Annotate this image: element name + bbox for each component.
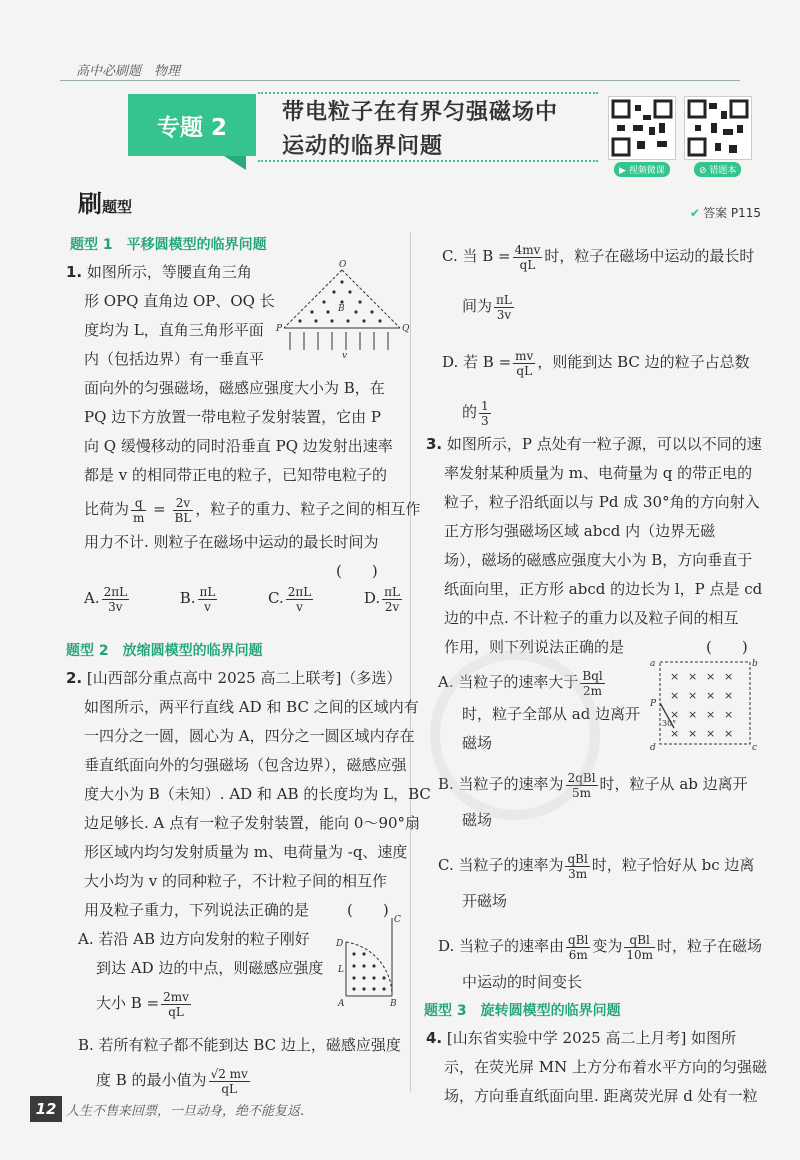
frac-denominator: v — [296, 599, 303, 614]
svg-text:×: × — [706, 689, 716, 702]
option-frac — [102, 585, 130, 614]
q2-line: 如图所示，两平行直线 AD 和 BC 之间的区域内有 — [84, 698, 419, 716]
option-letter: B. — [179, 589, 196, 607]
frac-numerator: 4mv — [514, 242, 541, 257]
q1-ratio-suffix: ，粒子的重力、粒子之间的相互作 — [195, 500, 421, 518]
qr-video-text: 视频微课 — [628, 166, 665, 176]
label-a: A — [338, 999, 345, 1009]
section-heading-small: 题型 — [102, 198, 133, 216]
q2-option-a-prefix: 大小 B = — [96, 994, 160, 1012]
label-c: c — [752, 743, 758, 753]
svg-text:×: × — [724, 727, 734, 740]
q1-ratio-frac-value — [173, 496, 194, 525]
q3-option-a-line2: 时，粒子全部从 ad 边离开 — [462, 705, 641, 723]
frac-denominator: 3v — [496, 307, 512, 322]
q2-option-c-time-frac — [494, 293, 514, 322]
title-dotted-top — [258, 92, 598, 94]
svg-text:×: × — [724, 708, 734, 721]
q3-number: 3. — [426, 435, 443, 453]
frac-numerator: 2qBl — [567, 770, 596, 785]
frac-denominator: 2v — [384, 599, 400, 614]
q3-option-c-suffix: 时，粒子恰好从 bc 边离 — [591, 856, 755, 874]
svg-text:×: × — [670, 708, 680, 721]
frac-denominator: 3v — [108, 599, 123, 614]
q2-option-c-suffix: 时，粒子在磁场中运动的最长时 — [544, 247, 755, 265]
q3-option-a-line3: 磁场 — [462, 734, 493, 752]
q3-option-d-line1[interactable] — [438, 924, 762, 968]
q3-option-a-prefix: A. 当粒子的速率大于 — [438, 673, 579, 691]
frac-numerator: q — [131, 496, 146, 511]
frac-denominator: qL — [516, 363, 533, 378]
q3-option-b-prefix: B. 当粒子的速率为 — [438, 775, 564, 793]
q1-number: 1. — [66, 263, 83, 281]
cross-marks — [670, 670, 733, 740]
label-p: P — [276, 324, 283, 334]
q3-option-c-prefix: C. 当粒子的速率为 — [438, 856, 564, 874]
q2-answer-blank: ( ) — [347, 901, 389, 919]
q1-option-a[interactable] — [84, 584, 131, 614]
option-frac — [286, 585, 314, 614]
svg-text:×: × — [670, 689, 680, 702]
frac-numerator: 1 — [481, 398, 489, 413]
frac-denominator: 10m — [626, 947, 654, 962]
frac-numerator: qBl — [568, 932, 589, 947]
frac-numerator: mv — [515, 348, 534, 363]
frac-numerator: qBl — [567, 851, 588, 866]
label-d: d — [650, 743, 656, 753]
frac-denominator: m — [133, 510, 145, 525]
svg-text:×: × — [706, 670, 716, 683]
q1-option-d[interactable] — [364, 584, 404, 614]
q3-square-figure — [648, 656, 760, 752]
q2-option-b-prefix: 度 B 的最小值为 — [96, 1071, 207, 1089]
answer-reference-text: 答案 P115 — [703, 206, 762, 220]
option-letter: A. — [84, 589, 100, 607]
q1-line: 向 Q 缓慢移动的同时沿垂直 PQ 边发射出速率 — [84, 437, 393, 455]
option-letter: D. — [363, 589, 381, 607]
q2-option-b-line2 — [66, 1060, 431, 1100]
q1-option-c[interactable] — [268, 584, 315, 614]
option-letter: C. — [268, 589, 284, 607]
frac-numerator: πL — [384, 584, 400, 599]
header-rule — [60, 80, 740, 81]
q1-line: PQ 边下方放置一带电粒子发射装置，它由 P — [84, 408, 382, 426]
q2-option-d-tail: 的 — [462, 403, 478, 421]
type2-title: 题型 2 放缩圆模型的临界问题 — [66, 643, 263, 659]
q2-line: 大小均为 v 的同种粒子，不计粒子间的相互作 — [84, 872, 388, 890]
q2-line: 度大小为 B（未知）. AD 和 AB 的长度均为 L，BC — [84, 785, 431, 803]
velocity-arrows — [290, 332, 388, 350]
qr-video-label[interactable]: ▶ 视频微课 — [614, 162, 670, 177]
q1-answer-blank: ( ) — [336, 562, 378, 580]
option-frac — [198, 585, 218, 614]
running-header: 高中必刷题 物理 — [76, 64, 181, 79]
frac-numerator: Bql — [582, 668, 603, 683]
q3-option-c-line1[interactable] — [438, 843, 762, 887]
frac-denominator: 2m — [583, 683, 603, 698]
topic-title — [282, 96, 558, 164]
q2-option-d-line1[interactable] — [442, 340, 754, 384]
svg-text:×: × — [688, 689, 698, 702]
frac-denominator: 3m — [568, 866, 588, 881]
frac-numerator: √2 mv — [210, 1066, 248, 1081]
q3-line: 纸面向里，正方形 abcd 的边长为 l，P 点是 cd — [444, 580, 763, 598]
q3-line: 率发射某种质量为 m、电荷量为 q 的带正电的 — [444, 464, 753, 482]
q1-line: 用力不计. 则粒子在磁场中运动的最长时间为 — [84, 533, 379, 551]
q3-answer-blank: ( ) — [706, 638, 748, 656]
frac-denominator: qL — [168, 1004, 184, 1019]
topic-label-fold — [224, 156, 246, 170]
q3-option-c-line2: 开磁场 — [462, 892, 508, 910]
frac-denominator: 5m — [572, 785, 592, 800]
qr-video-code[interactable] — [608, 96, 676, 160]
topic-title-line2: 运动的临界问题 — [282, 134, 444, 159]
q3-option-d-frac-start — [566, 933, 590, 962]
q1-options — [84, 584, 404, 614]
q1-triangle-figure — [276, 258, 408, 362]
q1-ratio-prefix: 比荷为 — [84, 500, 130, 518]
q2-line: 一四分之一圆，圆心为 A，四分之一圆区域内存在 — [84, 727, 415, 745]
svg-text:×: × — [706, 708, 716, 721]
q1-ratio-equals: = — [148, 500, 171, 518]
triangle-edge-oq — [342, 270, 400, 328]
q2-option-d-fraction — [479, 399, 491, 428]
q4-line: 场，方向垂直纸面向里. 距离荧光屏 d 处有一粒 — [444, 1087, 758, 1105]
label-p: P — [650, 699, 657, 709]
label-b: b — [752, 659, 758, 669]
q2-line: 用及粒子重力，下列说法正确的是 — [84, 901, 310, 919]
q3-option-d-suffix: 时，粒子在磁场 — [657, 937, 763, 955]
triangle-edge-op — [284, 270, 342, 328]
check-icon: ✔ — [690, 206, 701, 220]
section-heading-big: 刷 — [78, 190, 102, 218]
q4-text — [426, 1024, 767, 1111]
label-l: L — [338, 965, 344, 975]
label-o: O — [339, 260, 347, 270]
q1-ratio-line — [66, 490, 420, 528]
frac-numerator: 2πL — [287, 584, 312, 599]
page-number: 12 — [30, 1096, 62, 1122]
q4-line: [山东省实验中学 2025 高二上月考] 如图所 — [446, 1029, 737, 1047]
frac-numerator: qBl — [624, 933, 655, 948]
q2-option-a-line2: 到达 AD 边的中点，则磁感应强度 — [96, 959, 324, 977]
q3-option-b-line2: 磁场 — [462, 811, 493, 829]
q3-option-d-line2: 中运动的时间变长 — [462, 973, 583, 991]
q1-line: 都是 v 的相同带正电的粒子，已知带电粒子的 — [84, 466, 388, 484]
q2-option-c-line1[interactable] — [442, 234, 754, 278]
qr-pattern-icon — [685, 97, 751, 159]
frac-numerator: πL — [496, 292, 512, 307]
q2-option-c-frac — [513, 243, 543, 272]
frac-numerator: πL — [199, 584, 216, 599]
svg-text:×: × — [706, 727, 716, 740]
type1-title: 题型 1 平移圆模型的临界问题 — [70, 237, 267, 253]
q3-option-b-suffix: 时，粒子从 ab 边离开 — [599, 775, 748, 793]
svg-text:×: × — [688, 708, 698, 721]
field-dots — [298, 280, 381, 322]
q2-line: [山西部分重点高中 2025 高二上联考]（多选） — [86, 669, 402, 687]
label-angle: 30° — [662, 719, 677, 728]
label-b: B — [338, 304, 345, 314]
q1-line: 面向外的匀强磁场，磁感应强度大小为 B，在 — [84, 379, 385, 397]
q2-option-a-line1[interactable]: A. 若沿 AB 边方向发射的粒子刚好 — [78, 930, 310, 948]
svg-text:×: × — [670, 727, 680, 740]
q2-option-d-prefix: D. 若 B = — [442, 353, 512, 371]
label-c: C — [394, 915, 401, 925]
q4-line: 示，在荧光屏 MN 上方分布着水平方向的匀强磁 — [444, 1058, 768, 1076]
q1-line: 度均为 L，直角三角形平面 — [84, 321, 264, 339]
label-v: v — [342, 351, 348, 361]
svg-text:×: × — [724, 670, 734, 683]
label-q: Q — [402, 324, 410, 334]
footer-motto: 人生不售来回票，一旦动身，绝不能复返. — [66, 1104, 305, 1119]
field-dots — [352, 952, 385, 990]
frac-numerator: 2mv — [163, 989, 189, 1004]
svg-text:×: × — [688, 670, 698, 683]
q3-line: 粒子，粒子沿纸面以与 Pd 成 30°角的方向射入 — [444, 493, 760, 511]
q2-option-b-line1[interactable]: B. 若所有粒子都不能到达 BC 边上，磁感应强度 — [78, 1036, 401, 1054]
q3-line: 正方形匀强磁场区域 abcd 内（边界无磁 — [444, 522, 716, 540]
q3-line: 如图所示，P 点处有一粒子源，可以以不同的速 — [446, 435, 762, 453]
svg-text:×: × — [670, 670, 680, 683]
type3-title: 题型 3 旋转圆模型的临界问题 — [424, 1003, 621, 1019]
label-b: B — [390, 999, 397, 1009]
qr-mistakes-text: 错题本 — [709, 166, 737, 176]
q2-line: 垂直纸面向外的匀强磁场（包含边界），磁感应强 — [84, 756, 407, 774]
topic-label: 专题 2 — [128, 94, 256, 156]
qr-mistakes-code[interactable] — [684, 96, 752, 160]
q2-option-b-frac — [209, 1067, 250, 1096]
q1-ratio-frac-qm — [131, 496, 146, 525]
q3-option-d-mid: 变为 — [592, 937, 623, 955]
label-d: D — [336, 939, 344, 949]
section-heading — [78, 184, 132, 219]
qr-pattern-icon — [609, 97, 675, 159]
q3-line: 边的中点. 不计粒子的重力以及粒子间的相互 — [444, 609, 739, 627]
q2-option-c-time-prefix: 间为 — [462, 297, 493, 315]
frac-denominator: BL — [174, 510, 192, 525]
option-frac — [382, 585, 402, 614]
q1-option-b[interactable] — [180, 584, 220, 614]
frac-denominator: qL — [221, 1081, 238, 1096]
q1-line: 内（包括边界）有一垂直平 — [84, 350, 265, 368]
frac-denominator: v — [204, 599, 211, 614]
q4-number: 4. — [426, 1029, 443, 1047]
q3-line: 作用，则下列说法正确的是 — [444, 638, 625, 656]
label-a: a — [650, 659, 656, 669]
q3-option-c-frac — [565, 852, 589, 881]
q3-option-d-prefix: D. 当粒子的速率由 — [438, 937, 565, 955]
frac-denominator: 3 — [481, 413, 489, 428]
q1-line: 如图所示，等腰直角三角 — [86, 263, 252, 281]
watermark-seal — [430, 650, 600, 820]
frac-denominator: qL — [519, 257, 536, 272]
q2-number: 2. — [66, 669, 83, 687]
q2-line: 形区域内均匀发射质量为 m、电荷量为 -q、速度 — [84, 843, 408, 861]
q2-text — [66, 664, 431, 1100]
answer-reference — [690, 204, 761, 221]
q3-line: 场），磁场的磁感应强度大小为 B，方向垂直于 — [444, 551, 753, 569]
q2-option-a-frac — [161, 990, 191, 1019]
q2-quarter-circle-figure — [332, 912, 408, 1008]
q2-option-d-frac — [513, 349, 535, 378]
q3-text — [426, 430, 762, 662]
frac-denominator: 6m — [568, 947, 588, 962]
q2-line: 边足够长. A 点有一粒子发射装置，能向 0～90°扇 — [84, 814, 421, 832]
q2-option-c-prefix: C. 当 B = — [442, 247, 511, 265]
topic-title-line1: 带电粒子在有界匀强磁场中 — [282, 100, 559, 125]
frac-numerator: 2v — [173, 496, 194, 511]
q2-option-d-suffix: ，则能到达 BC 边的粒子占总数 — [537, 353, 750, 371]
q1-line: 形 OPQ 直角边 OP、OQ 长 — [84, 292, 275, 310]
q2-right-options — [442, 234, 754, 434]
svg-text:×: × — [724, 689, 734, 702]
q2-option-d-line2 — [442, 390, 754, 434]
q2-option-c-line2 — [442, 284, 754, 328]
q3-option-d-frac-end — [624, 933, 655, 962]
qr-mistakes-label[interactable]: ⊘ 错题本 — [694, 162, 741, 177]
frac-numerator: 2πL — [103, 584, 128, 599]
svg-text:×: × — [688, 727, 698, 740]
